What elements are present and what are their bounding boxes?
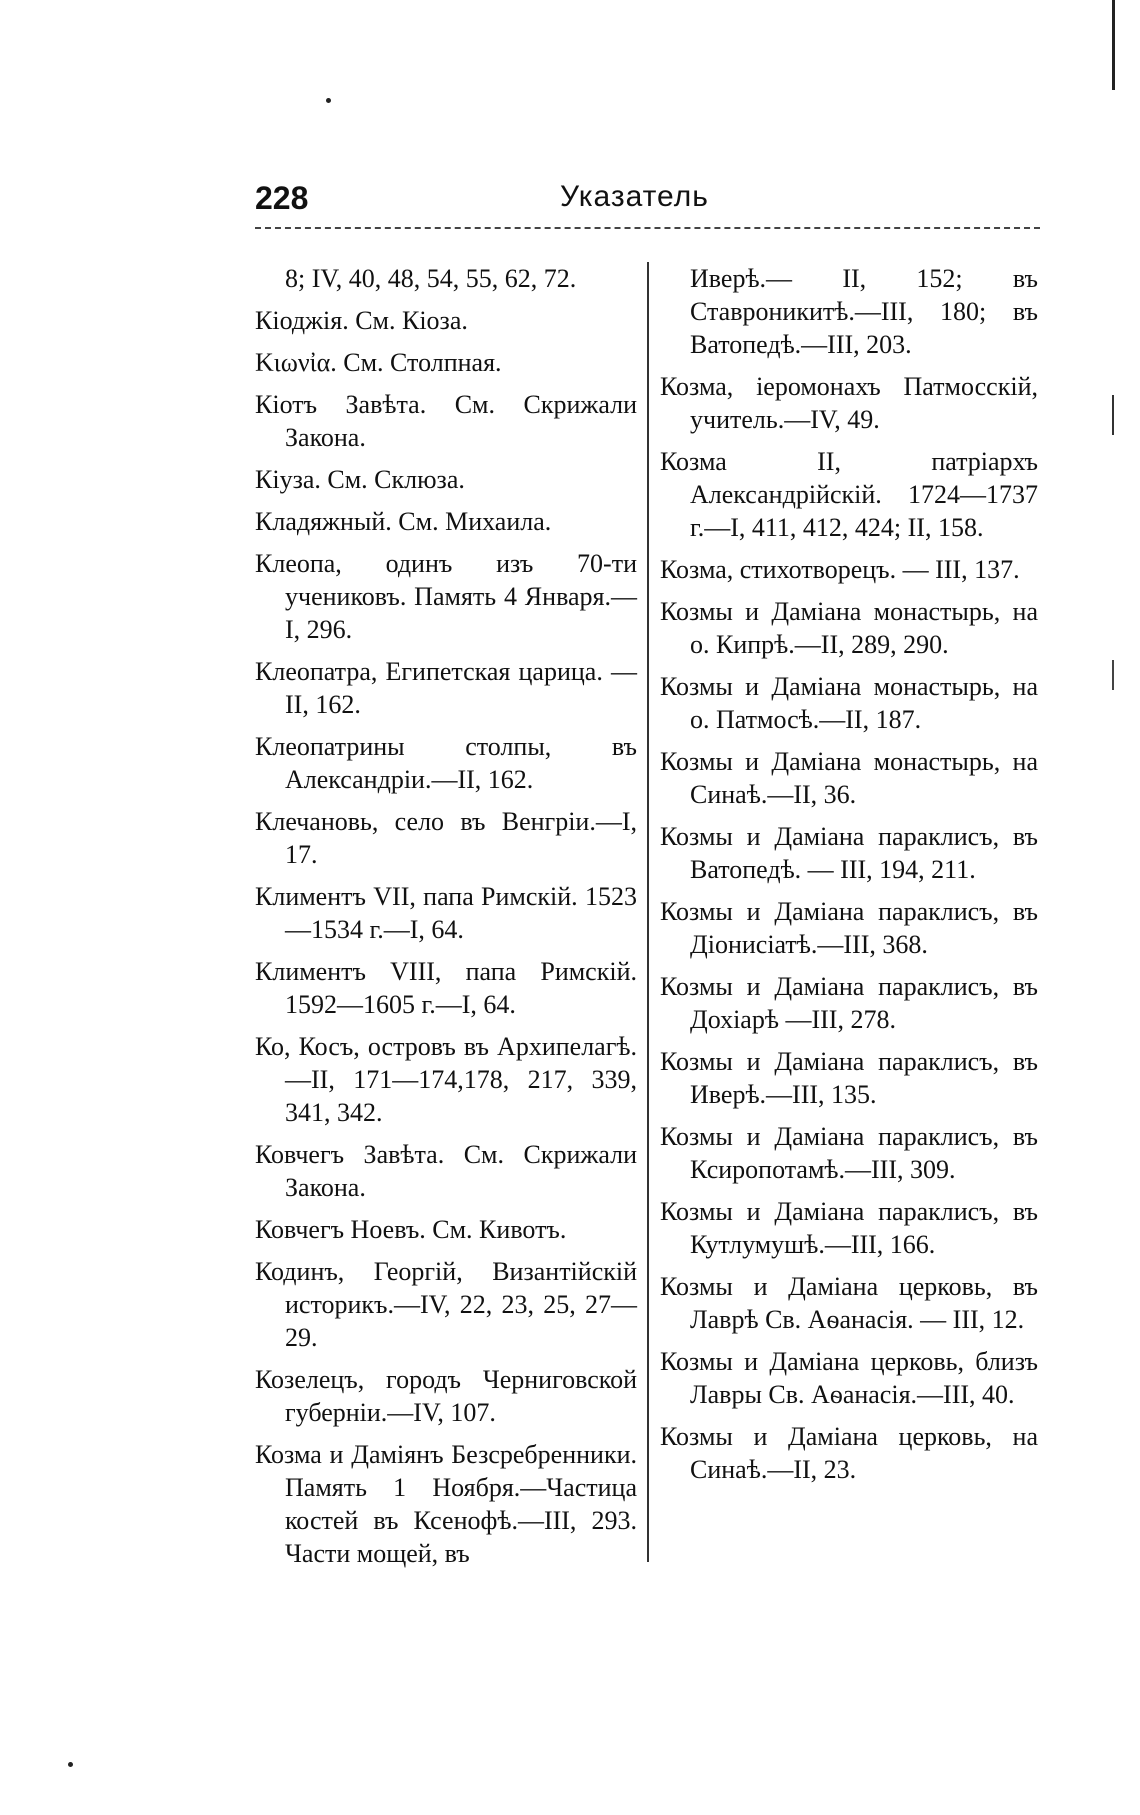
index-entry: Козмы и Даміана церковь, близъ Лавры Св. Аѳанасія.—III, 40. xyxy=(660,1347,1038,1409)
index-entry: Иверѣ.— II, 152; въ Ставроникитѣ.—III, 180; въ Ватопедѣ.—III, 203. xyxy=(690,264,1038,359)
index-entry: Козмы и Даміана параклисъ, въ Діонисіатѣ.—III, 368. xyxy=(660,897,1038,959)
index-entry: Климентъ VII, папа Римскій. 1523—1534 г.—I, 64. xyxy=(255,882,637,944)
index-entry: Кіоджія. См. Кіоза. xyxy=(255,306,468,335)
index-entry: Клеопа, одинъ изъ 70-ти учениковъ. Память 4 Января.—I, 296. xyxy=(255,549,637,644)
index-entry: 8; IV, 40, 48, 54, 55, 62, 72. xyxy=(285,264,577,293)
index-entry: Козмы и Даміана параклисъ, въ Кутлумушѣ.—III, 166. xyxy=(660,1197,1038,1259)
index-entry: Клеопатрины столпы, въ Александріи.—II, 162. xyxy=(255,732,637,794)
index-entry: Козелецъ, городъ Черниговской губерніи.—IV, 107. xyxy=(255,1365,637,1427)
page-header xyxy=(255,180,1040,220)
index-entry: Кодинъ, Георгій, Византійскій историкъ.—IV, 22, 23, 25, 27—29. xyxy=(255,1257,637,1352)
index-entry: Козмы и Даміана монастырь, на Синаѣ.—II, 36. xyxy=(660,747,1038,809)
left-column xyxy=(255,262,637,1579)
page-edge-mark xyxy=(1112,0,1115,90)
right-column xyxy=(660,262,1038,1495)
index-entry: Козмы и Даміана церковь, на Синаѣ.—II, 23. xyxy=(660,1422,1038,1484)
page-number: 228 xyxy=(255,180,309,216)
index-entry: Козмы и Даміана монастырь, на о. Патмосѣ.—II, 187. xyxy=(660,672,1038,734)
index-entry: Козмы и Даміана параклисъ, въ Иверѣ.—III, 135. xyxy=(660,1047,1038,1109)
index-entry: Кладяжный. См. Михаила. xyxy=(255,507,552,536)
index-entry: Климентъ VIII, папа Римскій. 1592—1605 г.—I, 64. xyxy=(255,957,637,1019)
index-entry: Козмы и Даміана параклисъ, въ Ксиропотамѣ.—III, 309. xyxy=(660,1122,1038,1184)
page-title: Указатель xyxy=(560,180,709,213)
index-entry: Ковчегъ Ноевъ. См. Кивотъ. xyxy=(255,1215,567,1244)
index-entry: Козмы и Даміана монастырь, на о. Кипрѣ.—II, 289, 290. xyxy=(660,597,1038,659)
index-entry: Козма II, патріархъ Александрійскій. 1724—1737 г.—I, 411, 412, 424; II, 158. xyxy=(660,447,1038,542)
index-entry: Кіуза. См. Склюза. xyxy=(255,465,465,494)
print-speck xyxy=(68,1762,73,1767)
index-entry: Козмы и Даміана церковь, въ Лаврѣ Св. Аѳанасія. — III, 12. xyxy=(660,1272,1038,1334)
page-edge-mark xyxy=(1112,660,1114,690)
index-entry: Ковчегъ Завѣта. См. Скрижали Закона. xyxy=(255,1140,637,1202)
page-edge-mark xyxy=(1112,395,1114,435)
index-entry: Козмы и Даміана параклисъ, въ Ватопедѣ. — III, 194, 211. xyxy=(660,822,1038,884)
index-entry: Κιωνἰα. См. Столпная. xyxy=(255,348,502,377)
index-columns xyxy=(255,262,1040,1568)
index-entry: Козма и Даміянъ Безсребренники. Память 1 Ноября.—Частица костей въ Ксенофѣ.—III, 293. Части мощей, въ xyxy=(255,1440,637,1568)
index-entry: Клеопатра, Египетская царица. —II, 162. xyxy=(255,657,637,719)
index-entry: Ко, Косъ, островъ въ Архипелагѣ.—II, 171—174,178, 217, 339, 341, 342. xyxy=(255,1032,637,1127)
index-entry: Козмы и Даміана параклисъ, въ Дохіарѣ —III, 278. xyxy=(660,972,1038,1034)
header-rule xyxy=(255,227,1040,229)
column-divider xyxy=(647,262,649,1562)
index-entry: Козма, іеромонахъ Патмосскій, учитель.—IV, 49. xyxy=(660,372,1038,434)
print-speck xyxy=(326,98,331,103)
index-entry: Кіотъ Завѣта. См. Скрижали Закона. xyxy=(255,390,637,452)
index-entry: Козма, стихотворецъ. — III, 137. xyxy=(660,555,1020,584)
index-entry: Клечановь, село въ Венгріи.—I, 17. xyxy=(255,807,637,869)
